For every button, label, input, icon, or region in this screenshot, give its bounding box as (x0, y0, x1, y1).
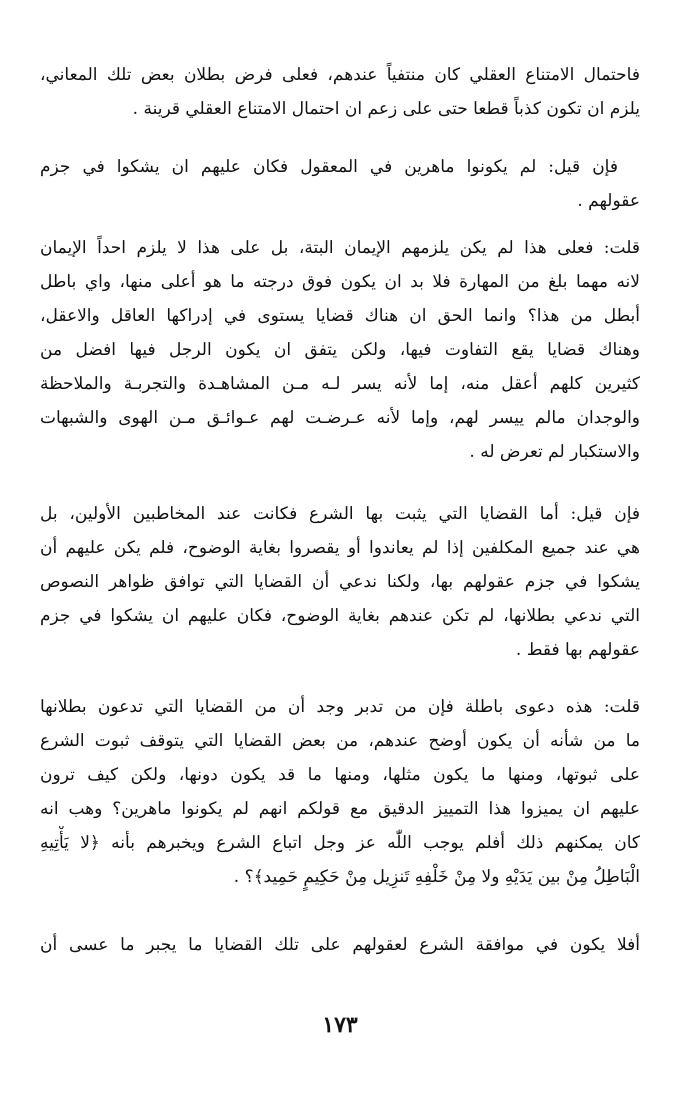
text-line: التي ندعي بطلانها، لم تكن عندهم بغاية الوضوح، فكان عليهم ان يشكوا في جزم (40, 606, 640, 626)
paragraph-6 (40, 928, 640, 962)
text-line: قلت: فعلى هذا لم يكن يلزمهم الإيمان البتة، بل على هذا لا يلزم احداً الإيمان (40, 238, 640, 258)
text-line: أفلا يكون في موافقة الشرع لعقولهم على تلك القضايا ما يجبر ما عسى أن (40, 935, 640, 955)
paragraph-5 (40, 690, 640, 894)
text-line: كان يمكنهم ذلك أفلم يوجب اللّٰه عز وجل اتباع الشرع ويخبرهم بأنه ﴿لا يَأْتِيهِ (40, 833, 640, 853)
text-line: والوجدان مالم ييسر لهم، وإما لأنه عـرضـت لهم عـوائـق مـن الهوى والشبهات (40, 408, 640, 428)
paragraph-4 (40, 497, 640, 667)
text-line: الْبَاطِلُ مِنْ بين يَدَيْهِ ولا مِنْ خَلْفِهِ تَنزِيل مِنْ حَكِيمٍ حَمِيد﴾؟ . (233, 867, 640, 887)
text-line: هي عند جميع المكلفين إذا لم يعاندوا أو يقصروا بغاية الوضوح، فلم يكن عليهم أن (40, 538, 640, 558)
text-line: وهناك قضايا يقع التفاوت فيها، ولكن يتفق ان يكون الرجل فيها افضل من (40, 340, 640, 360)
text-line: عقولهم . (577, 191, 640, 211)
text-line: لانه مهما بلغ من المهارة فلا بد ان يكون فوق درجته ما هو أعلى منها، واي باطل (40, 272, 640, 292)
text-line: فإن قيل: أما القضايا التي يثبت بها الشرع فكانت عند المخاطبين الأولين، بل (40, 504, 640, 524)
text-line: على ثبوتها، ومنها ما يكون مثلها، ومنها ما قد يكون دونها، ولكن كيف ترون (40, 765, 640, 785)
text-line: أبطل من هذا؟ وانما الحق ان هناك قضايا يستوى في إدراكها العاقل والاعقل، (40, 306, 640, 326)
text-line: كثيرين كلهم أعقل منه، إما لأنه يسر لـه مـن المشاهـدة والتجربـة والملاحظة (40, 374, 640, 394)
paragraph-3 (40, 231, 640, 469)
text-line: يشكوا في جزم عقولهم بها، ولكنا ندعي أن القضايا التي توافق ظواهر النصوص (40, 572, 640, 592)
text-line: فإن قيل: لم يكونوا ماهرين في المعقول فكان عليهم ان يشكوا في جزم (40, 157, 618, 177)
text-line: يلزم ان تكون كذباً قطعا حتى على زعم ان احتمال الامتناع العقلي قرينة . (132, 99, 640, 119)
paragraph-2 (40, 150, 640, 218)
text-line: فاحتمال الامتناع العقلي كان منتفياً عندهم، فعلى فرض بطلان بعض تلك المعاني، (40, 65, 640, 85)
page-number: ١٧٣ (322, 1012, 358, 1038)
paragraph-1 (40, 58, 640, 126)
text-line: ما من شأنه أن يكون أوضح عندهم، من بعض القضايا التي يتوقف ثبوت الشرع (40, 731, 640, 751)
text-line: قلت: هذه دعوى باطلة فإن من تدبر وجد أن من القضايا التي تدعون بطلانها (40, 697, 640, 717)
text-line: عقولهم بها فقط . (515, 640, 640, 660)
text-line: عليهم ان يميزوا هذا التمييز الدقيق مع قولكم انهم لم يكونوا ماهرين؟ وهب انه (40, 799, 640, 819)
text-line: والاستكبار لم تعرض له . (469, 442, 640, 462)
